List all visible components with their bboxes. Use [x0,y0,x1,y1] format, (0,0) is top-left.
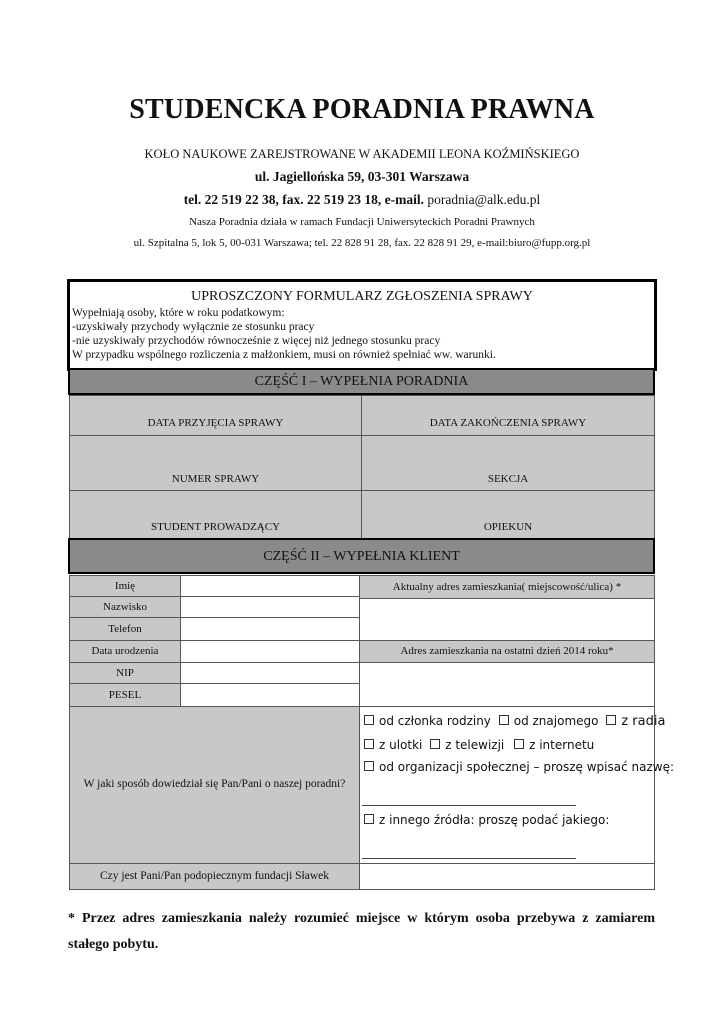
label-birth-date: Data urodzenia [69,640,181,663]
page-title: STUDENCKA PORADNIA PRAWNA [129,94,595,125]
footnote: * Przez adres zamieszkania należy rozumieć miejsce w którym osoba przebywa z zamiarem stałego pobytu. [68,911,655,952]
organization-name-line[interactable] [362,805,576,806]
source-question-cell [69,706,360,864]
field-closing-date[interactable] [361,395,655,436]
intro-line: Wypełniają osoby, które w roku podatkowym: [72,307,285,319]
input-address-2014[interactable] [359,662,655,707]
checkbox-internet[interactable] [514,739,524,749]
field-label: NUMER SPRAWY [171,473,260,485]
intro-box [67,279,657,371]
field-label: OPIEKUN [483,521,533,533]
source-options-row-2 [364,738,594,752]
foundation-address-line: ul. Szpitalna 5, lok 5, 00-031 Warszawa; tel. 22 828 91 28, fax. 22 828 91 29, e-mail:biuro@fupp.org.pl [133,237,591,249]
intro-line: W przypadku wspólnego rozliczenia z małżonkiem, musi on również spełniać ww. warunki. [72,349,496,361]
field-intake-date[interactable] [69,395,362,436]
option-internet: z internetu [529,738,595,752]
checkbox-other[interactable] [364,814,374,824]
field-case-number[interactable] [69,435,362,491]
other-source-line[interactable] [362,858,576,859]
label-nip: NIP [69,662,181,684]
checkbox-tv[interactable] [430,739,440,749]
input-first-name[interactable] [180,575,360,597]
option-friend: od znajomego [513,714,599,728]
source-options-cell [359,706,655,864]
label-last-name: Nazwisko [69,596,181,618]
checkbox-family[interactable] [364,715,374,725]
option-leaflet: z ulotki [379,738,423,752]
label-first-name: Imię [69,575,181,597]
label-address-2014: Adres zamieszkania na ostatni dzień 2014 roku* [359,640,655,663]
checkbox-organization[interactable] [364,761,374,771]
contact-phone-fax: tel. 22 519 22 38, fax. 22 519 23 18, e-mail. [183,192,425,207]
form-title: UPROSZCZONY FORMULARZ ZGŁOSZENIA SPRAWY [191,289,533,304]
part1-header: CZĘŚĆ I – WYPEŁNIA PORADNIA [68,368,655,395]
checkbox-leaflet[interactable] [364,739,374,749]
address-line: ul. Jagiellońska 59, 03-301 Warszawa [254,169,470,184]
input-ward-answer[interactable] [359,863,655,890]
option-family: od członka rodziny [379,714,491,728]
option-tv: z telewizji [445,738,505,752]
part2-header: CZĘŚĆ II – WYPEŁNIA KLIENT [68,538,655,574]
input-current-address[interactable] [359,598,655,641]
input-phone[interactable] [180,617,360,641]
intro-text [72,306,654,362]
ward-question: Czy jest Pani/Pan podopiecznym fundacji Sławek [69,863,360,890]
field-label: DATA ZAKOŃCZENIA SPRAWY [429,417,587,429]
field-label: DATA PRZYJĘCIA SPRAWY [147,417,284,429]
field-section[interactable] [361,435,655,491]
input-pesel[interactable] [180,683,360,707]
source-question: W jaki sposób dowiedział się Pan/Pani o naszej poradni? [83,778,346,790]
label-pesel: PESEL [69,683,181,707]
source-options-row-4 [364,813,609,827]
intro-line: -uzyskiwały przychody wyłącznie ze stosunku pracy [72,321,315,333]
label-current-address: Aktualny adres zamieszkania( miejscowość/ulica) * [359,575,655,599]
label-phone: Telefon [69,617,181,641]
option-organization: od organizacji społecznej – proszę wpisać nazwę: [379,760,674,774]
field-student[interactable] [69,490,362,539]
club-line: KOŁO NAUKOWE ZAREJSTROWANE W AKADEMII LEONA KOŹMIŃSKIEGO [144,147,580,161]
option-other: z innego źródła: proszę podać jakiego: [379,813,610,827]
input-birth-date[interactable] [180,640,360,663]
input-last-name[interactable] [180,596,360,618]
contact-email[interactable]: poradnia@alk.edu.pl [427,192,541,207]
input-nip[interactable] [180,662,360,684]
intro-line: -nie uzyskiwały przychodów równocześnie z więcej niż jednego stosunku pracy [72,335,441,347]
foundation-line: Nasza Poradnia działa w ramach Fundacji Uniwersyteckich Poradni Prawnych [189,216,535,228]
source-options-row-3 [364,760,674,774]
option-radio: z radia [621,714,666,729]
field-supervisor[interactable] [361,490,655,539]
source-options-row-1 [364,714,665,729]
field-label: SEKCJA [487,473,529,485]
checkbox-friend[interactable] [499,715,509,725]
contact-line [0,192,724,208]
field-label: STUDENT PROWADZĄCY [150,521,281,533]
checkbox-radio[interactable] [606,715,616,725]
